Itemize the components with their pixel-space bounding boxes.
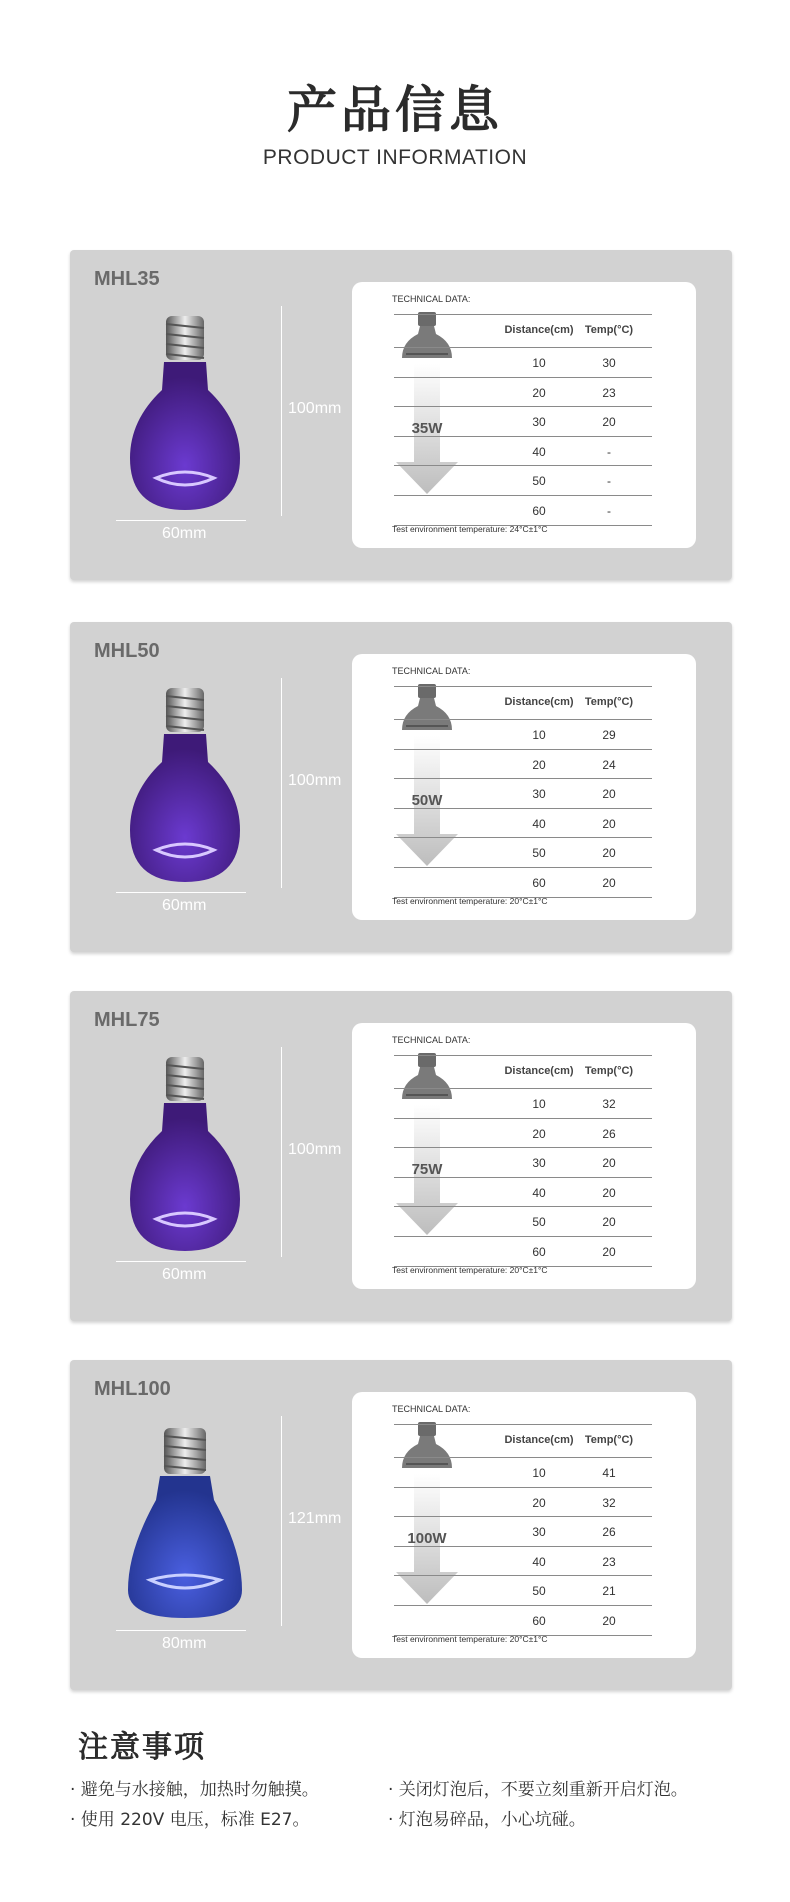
bulb-figure <box>90 1410 340 1670</box>
temp-cell: 21 <box>602 1584 616 1599</box>
bulb-figure <box>90 300 340 560</box>
distance-cell: 40 <box>532 444 546 459</box>
table-row <box>394 347 652 377</box>
technical-data-panel <box>352 654 696 920</box>
width-dimension-line <box>116 1630 246 1631</box>
distance-cell: 50 <box>532 1584 546 1599</box>
distance-cell: 30 <box>532 415 546 430</box>
height-dimension-line <box>281 306 282 516</box>
bulb-container <box>120 1051 250 1265</box>
table-row <box>394 1088 652 1118</box>
test-environment-note: Test environment temperature: 24°C±1°C <box>392 524 548 534</box>
table-row <box>394 1206 652 1236</box>
temp-cell: 20 <box>602 415 616 430</box>
table-row <box>394 436 652 466</box>
column-header-distance: Distance(cm) <box>504 696 574 708</box>
column-header-temp: Temp(°C) <box>584 696 634 708</box>
page-title: 产品信息 <box>287 81 503 139</box>
product-card <box>70 991 732 1321</box>
temp-cell: - <box>607 444 611 459</box>
page-header <box>0 80 790 170</box>
temp-cell: 20 <box>602 1244 616 1259</box>
distance-cell: 30 <box>532 1156 546 1171</box>
technical-data-panel <box>352 282 696 548</box>
bulb-container <box>120 682 250 896</box>
table-row <box>394 1177 652 1207</box>
wattage-label: 75W <box>411 1161 443 1178</box>
height-label: 100mm <box>288 400 342 417</box>
wattage-label: 50W <box>411 792 443 809</box>
table-row <box>394 778 652 808</box>
technical-data-label: TECHNICAL DATA: <box>392 1404 471 1414</box>
temp-cell: 30 <box>602 356 616 370</box>
distance-cell: 30 <box>532 787 546 802</box>
table-row <box>394 1147 652 1177</box>
column-header-distance: Distance(cm) <box>504 324 574 336</box>
table-row <box>394 719 652 749</box>
model-name: MHL75 <box>94 1009 160 1031</box>
temp-cell: 20 <box>602 875 616 890</box>
table-row <box>394 495 652 526</box>
temp-cell: 20 <box>602 1215 616 1230</box>
technical-data-panel <box>352 1023 696 1289</box>
notes-item: · 避免与水接触，加热时勿触摸。 <box>70 1780 319 1800</box>
distance-cell: 40 <box>532 1554 546 1569</box>
height-label: 100mm <box>288 1141 342 1158</box>
distance-cell: 40 <box>532 1185 546 1200</box>
notes-item: · 灯泡易碎品，小心坑碰。 <box>388 1810 586 1830</box>
temp-cell: 20 <box>602 1613 616 1628</box>
width-label: 60mm <box>162 525 207 542</box>
temperature-table <box>394 1424 652 1636</box>
distance-cell: 10 <box>532 356 546 370</box>
distance-cell: 60 <box>532 503 546 518</box>
width-dimension-line <box>116 1261 246 1262</box>
distance-cell: 50 <box>532 846 546 861</box>
distance-cell: 50 <box>532 1215 546 1230</box>
bulb-image <box>120 682 250 892</box>
bulb-image <box>120 1051 250 1261</box>
table-row <box>394 837 652 867</box>
temp-cell: 32 <box>602 1097 616 1111</box>
distance-cell: 10 <box>532 1097 546 1111</box>
width-dimension-line <box>116 520 246 521</box>
temp-cell: 26 <box>602 1126 616 1141</box>
column-header-distance: Distance(cm) <box>504 1434 574 1446</box>
table-row <box>394 1487 652 1517</box>
temp-cell: 20 <box>602 787 616 802</box>
table-row <box>394 377 652 407</box>
test-environment-note: Test environment temperature: 20°C±1°C <box>392 896 548 906</box>
width-dimension-line <box>116 892 246 893</box>
product-card <box>70 622 732 952</box>
temp-cell: 20 <box>602 846 616 861</box>
product-card <box>70 1360 732 1690</box>
test-environment-note: Test environment temperature: 20°C±1°C <box>392 1634 548 1644</box>
notes-title: 注意事项 <box>78 1730 206 1765</box>
model-name: MHL100 <box>94 1378 171 1400</box>
distance-cell: 60 <box>532 1244 546 1259</box>
wattage-label: 100W <box>407 1530 447 1547</box>
distance-cell: 40 <box>532 816 546 831</box>
temp-cell: 26 <box>602 1525 616 1540</box>
distance-cell: 20 <box>532 385 546 400</box>
bulb-image <box>120 310 250 520</box>
temp-cell: 24 <box>602 757 616 772</box>
temp-cell: 20 <box>602 816 616 831</box>
bulb-image <box>120 1420 250 1630</box>
table-header <box>394 1424 652 1457</box>
temp-cell: 41 <box>602 1466 616 1480</box>
model-name: MHL50 <box>94 640 160 662</box>
width-label: 80mm <box>162 1635 207 1652</box>
temp-cell: 23 <box>602 1554 616 1569</box>
bulb-container <box>120 1420 250 1634</box>
column-header-temp: Temp(°C) <box>584 1434 634 1446</box>
temp-cell: - <box>607 474 611 489</box>
temp-cell: 20 <box>602 1156 616 1171</box>
temp-cell: 32 <box>602 1495 616 1510</box>
distance-cell: 30 <box>532 1525 546 1540</box>
distance-cell: 50 <box>532 474 546 489</box>
distance-cell: 10 <box>532 1466 546 1480</box>
technical-data-label: TECHNICAL DATA: <box>392 666 471 676</box>
distance-cell: 20 <box>532 1126 546 1141</box>
table-header <box>394 686 652 719</box>
temperature-table <box>394 1055 652 1267</box>
temperature-table <box>394 686 652 898</box>
temp-cell: 23 <box>602 385 616 400</box>
height-dimension-line <box>281 1047 282 1257</box>
technical-data-label: TECHNICAL DATA: <box>392 1035 471 1045</box>
page-subtitle: PRODUCT INFORMATION <box>262 146 528 169</box>
temp-cell: - <box>607 503 611 518</box>
table-row <box>394 867 652 898</box>
product-card <box>70 250 732 580</box>
column-header-temp: Temp(°C) <box>584 1065 634 1077</box>
table-row <box>394 1236 652 1267</box>
technical-data-label: TECHNICAL DATA: <box>392 294 471 304</box>
distance-cell: 20 <box>532 757 546 772</box>
distance-cell: 60 <box>532 1613 546 1628</box>
table-row <box>394 1457 652 1487</box>
distance-cell: 10 <box>532 728 546 742</box>
column-header-distance: Distance(cm) <box>504 1065 574 1077</box>
table-row <box>394 1605 652 1636</box>
temperature-table <box>394 314 652 526</box>
column-header-temp: Temp(°C) <box>584 324 634 336</box>
test-environment-note: Test environment temperature: 20°C±1°C <box>392 1265 548 1275</box>
table-row <box>394 749 652 779</box>
bulb-container <box>120 310 250 524</box>
technical-data-panel <box>352 1392 696 1658</box>
height-dimension-line <box>281 1416 282 1626</box>
height-label: 121mm <box>288 1510 342 1527</box>
table-row <box>394 1546 652 1576</box>
distance-cell: 20 <box>532 1495 546 1510</box>
height-dimension-line <box>281 678 282 888</box>
distance-cell: 60 <box>532 875 546 890</box>
table-row <box>394 1516 652 1546</box>
table-row <box>394 1118 652 1148</box>
bulb-figure <box>90 1041 340 1301</box>
wattage-label: 35W <box>411 420 443 437</box>
bulb-figure <box>90 672 340 932</box>
notes-item: · 使用 220V 电压，标准 E27。 <box>70 1810 310 1830</box>
table-row <box>394 808 652 838</box>
table-row <box>394 1575 652 1605</box>
notes-item: · 关闭灯泡后，不要立刻重新开启灯泡。 <box>388 1780 688 1800</box>
table-header <box>394 1055 652 1088</box>
temp-cell: 20 <box>602 1185 616 1200</box>
width-label: 60mm <box>162 897 207 914</box>
temp-cell: 29 <box>602 728 616 742</box>
table-header <box>394 314 652 347</box>
table-row <box>394 465 652 495</box>
model-name: MHL35 <box>94 268 160 290</box>
table-row <box>394 406 652 436</box>
width-label: 60mm <box>162 1266 207 1283</box>
height-label: 100mm <box>288 772 342 789</box>
